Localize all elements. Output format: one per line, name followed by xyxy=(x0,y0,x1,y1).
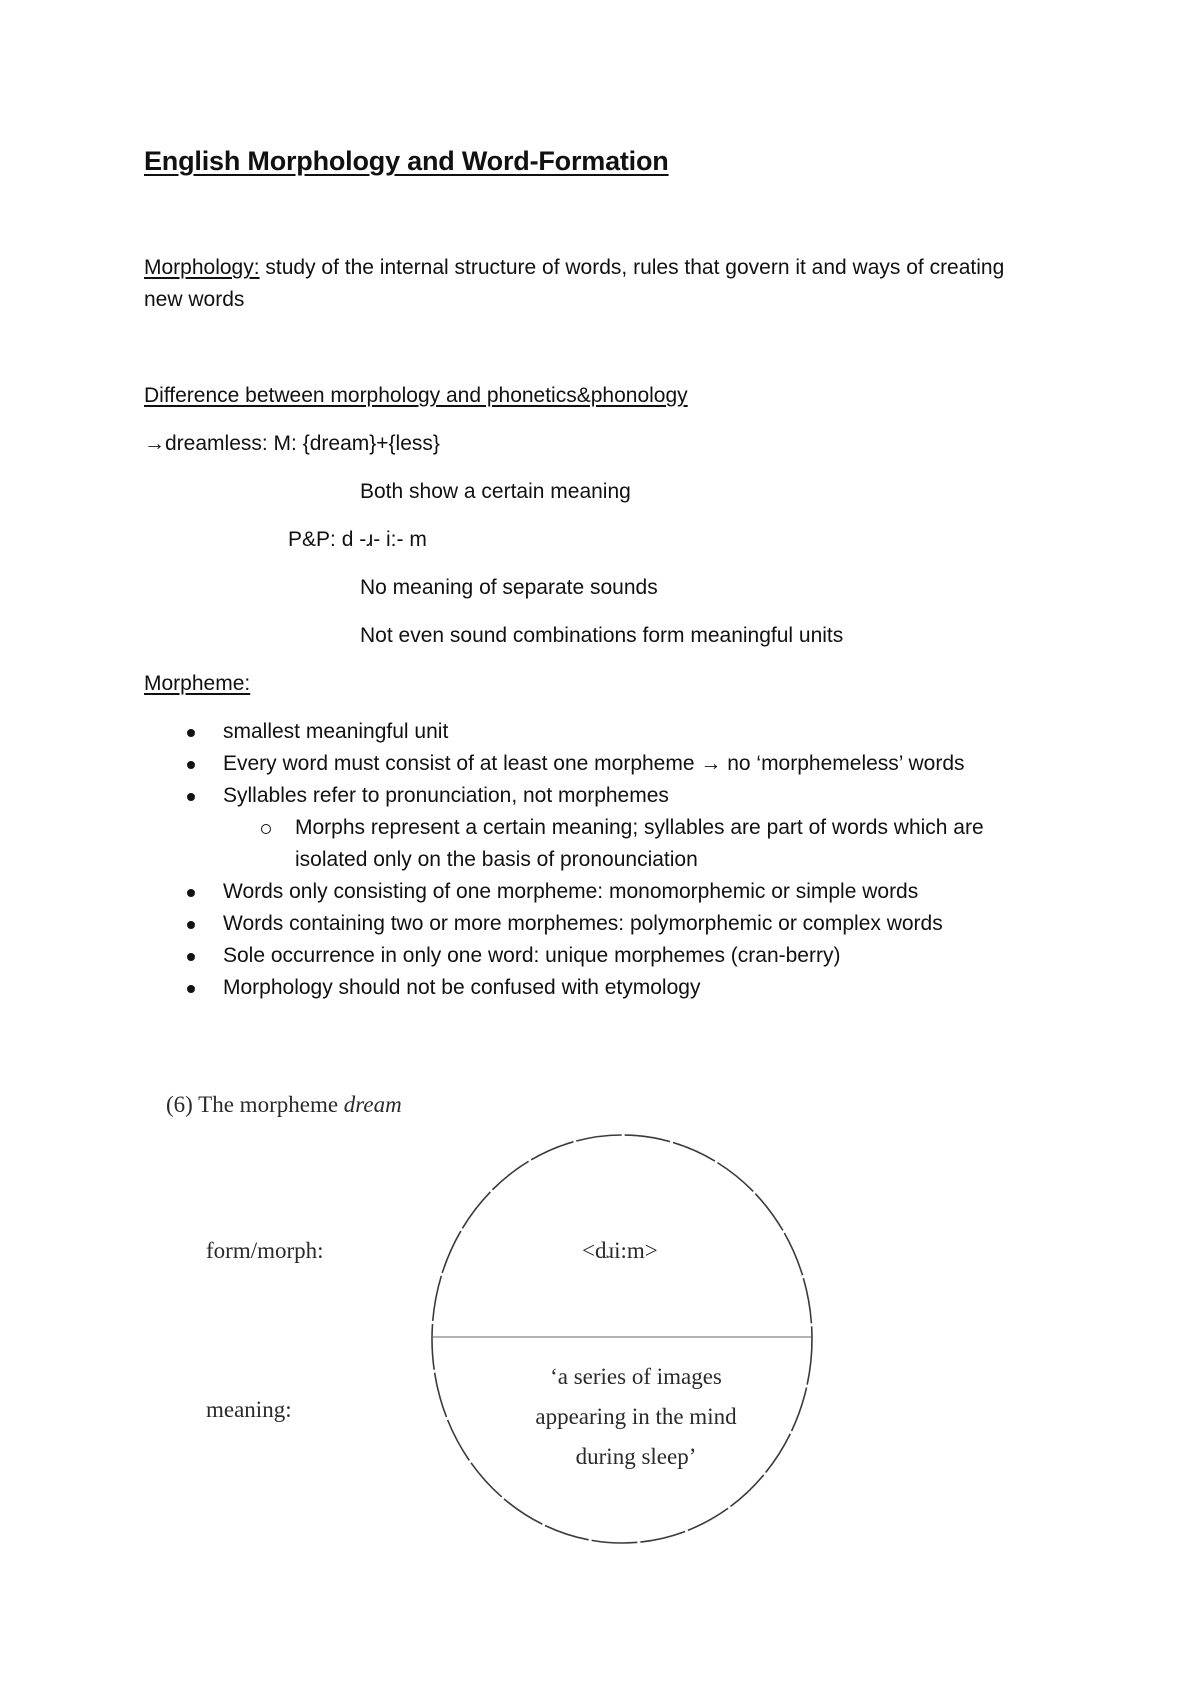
list-item: Syllables refer to pronunciation, not morphemes xyxy=(144,780,1044,812)
list-item: Words only consisting of one morpheme: monomorphemic or simple words xyxy=(144,876,1044,908)
meaning-value xyxy=(522,1357,750,1477)
form-label: form/morph: xyxy=(206,1238,324,1263)
list-item: smallest meaningful unit xyxy=(144,716,1044,748)
figure-number: (6) xyxy=(166,1092,193,1117)
list-item: Morphology should not be confused with etymology xyxy=(144,972,1044,1004)
pp-transcription: P&P: d -ɹ- i:- m xyxy=(288,528,427,551)
figure-caption-text: The morpheme xyxy=(198,1092,344,1117)
definition-term: Morphology: xyxy=(144,256,260,279)
figure-caption-word: dream xyxy=(343,1092,402,1117)
list-item: Sole occurrence in only one word: unique morphemes (cran-berry) xyxy=(144,940,1044,972)
page-title: English Morphology and Word-Formation xyxy=(144,146,669,176)
pp-note-2: Not even sound combinations form meaningful units xyxy=(360,624,844,647)
meaning-line: ‘a series of images xyxy=(550,1364,722,1389)
morpheme-circle xyxy=(432,1135,812,1543)
meaning-line: appearing in the mind xyxy=(535,1404,737,1429)
form-value: <dɹi:m> xyxy=(582,1238,658,1263)
list-item: Words containing two or more morphemes: polymorphemic or complex words xyxy=(144,908,1044,940)
meaning-label: meaning: xyxy=(206,1397,292,1422)
list-item: Every word must consist of at least one morpheme → no ‘morphemeless’ words xyxy=(144,748,1044,780)
difference-heading: Difference between morphology and phonetics&phonology xyxy=(144,384,688,407)
morpheme-heading: Morpheme: xyxy=(144,672,251,695)
arrow-icon: → xyxy=(144,432,165,455)
meaning-line: during sleep’ xyxy=(575,1444,697,1469)
pp-note-1: No meaning of separate sounds xyxy=(360,576,658,599)
morph-note: Both show a certain meaning xyxy=(360,480,631,503)
sub-list-item: Morphs represent a certain meaning; syllables are part of words which are isolated only on the basis of pronounciation xyxy=(144,812,1055,876)
dreamless-example-text: dreamless: M: {dream}+{less} xyxy=(165,432,440,455)
definition-text: study of the internal structure of words, rules that govern it and ways of creating new words xyxy=(144,256,1005,311)
